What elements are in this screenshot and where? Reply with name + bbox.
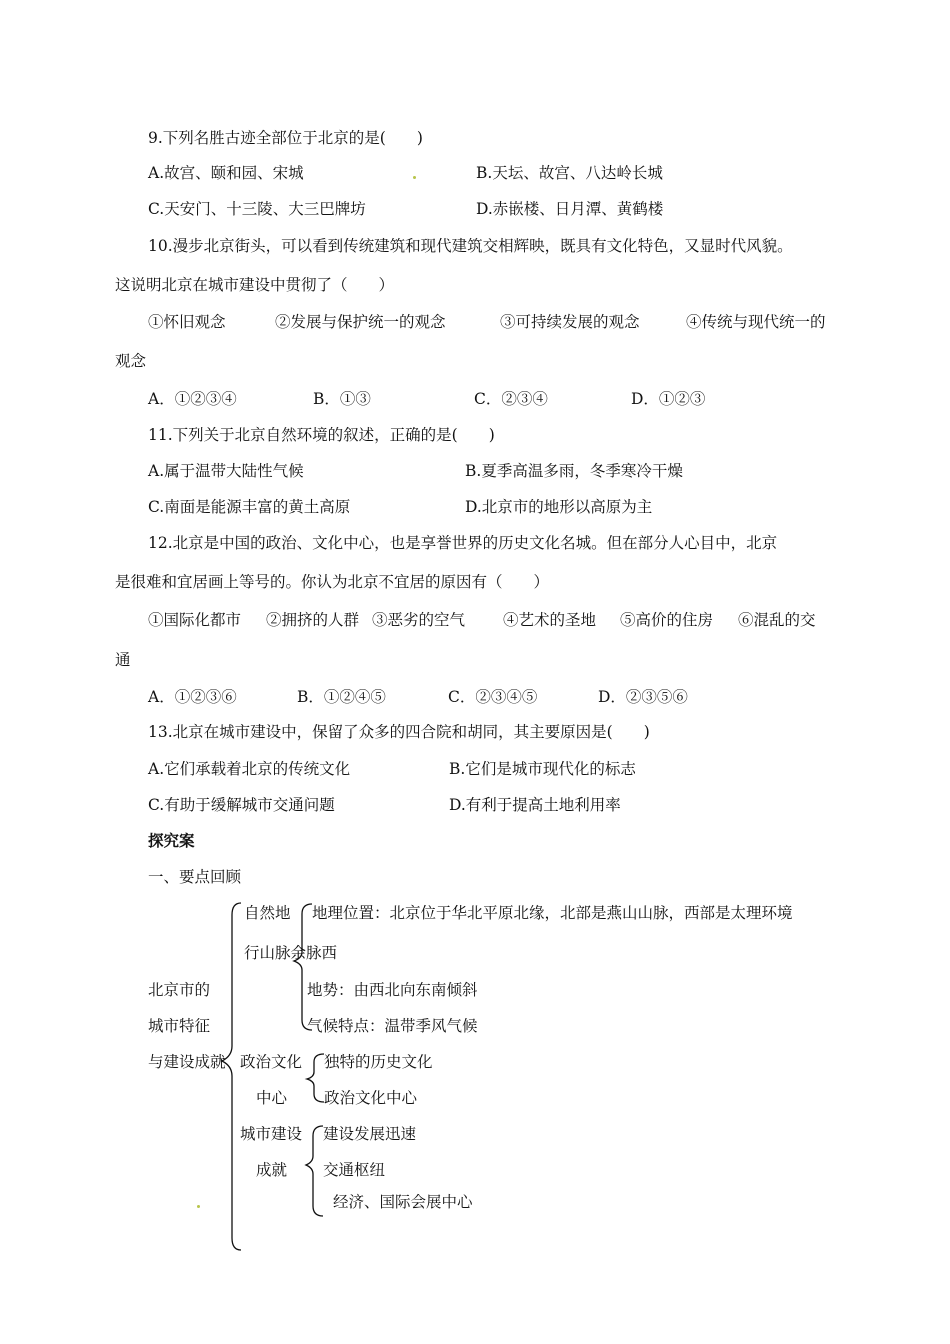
outline-political-item-1: 独特的历史文化 [324, 1053, 433, 1071]
question-10-option-c: C．②③④ [474, 390, 548, 408]
question-12-option-a: A．①②③⑥ [148, 688, 237, 706]
outline-construction-label-2: 成就 [256, 1161, 288, 1179]
question-11-option-d: D.北京市的地形以高原为主 [465, 498, 653, 516]
question-12-option-d: D．②③⑤⑥ [598, 688, 688, 706]
question-13-option-b: B.它们是城市现代化的标志 [449, 760, 636, 778]
question-10-item-4-continued: 观念 [115, 352, 147, 370]
question-13-option-a: A.它们承载着北京的传统文化 [148, 760, 351, 778]
question-11-option-a: A.属于温带大陆性气候 [148, 462, 304, 480]
question-10-item-4: ④传统与现代统一的 [686, 313, 826, 331]
outline-root-line-1: 北京市的 [148, 981, 211, 999]
outline-root-line-2: 城市特征 [148, 1017, 211, 1035]
question-10-option-a: A．①②③④ [148, 390, 237, 408]
outline-political-item-2: 政治文化中心 [324, 1089, 418, 1107]
question-12-item-6: ⑥混乱的交 [738, 611, 816, 629]
question-12-stem-continued: 是很难和宜居画上等号的。你认为北京不宜居的原因有（ ） [115, 573, 550, 591]
scan-speck [197, 1205, 200, 1208]
question-10-stem: 10.漫步北京街头，可以看到传统建筑和现代建筑交相辉映，既具有文化特色，又显时代风貌。 [148, 237, 793, 255]
question-10-item-2: ②发展与保护统一的观念 [275, 313, 446, 331]
natural-brace [294, 904, 312, 1030]
question-9-option-b: B.天坛、故宫、八达岭长城 [476, 164, 663, 182]
political-brace [307, 1054, 324, 1102]
question-10-option-b: B．①③ [313, 390, 371, 408]
question-9-option-c: C.天安门、十三陵、大三巴牌坊 [148, 200, 366, 218]
question-12-stem: 12.北京是中国的政治、文化中心，也是享誉世界的历史文化名城。但在部分人心目中，北京 [148, 534, 778, 552]
question-12-item-4: ④艺术的圣地 [503, 611, 597, 629]
outline-natural-item-terrain: 地势：由西北向东南倾斜 [307, 981, 478, 999]
outline-root-line-3: 与建设成就 [148, 1053, 226, 1071]
section-title: 探究案 [148, 831, 195, 850]
outline-natural-label-2: 行山脉余脉西 [244, 944, 338, 962]
scan-speck [413, 176, 416, 179]
outline-political-label-1: 政治文化 [240, 1053, 303, 1071]
question-10-item-3: ③可持续发展的观念 [500, 313, 640, 331]
question-13-option-d: D.有利于提高土地利用率 [449, 796, 621, 814]
question-12-item-3: ③恶劣的空气 [372, 611, 466, 629]
outline-natural-item-location: 地理位置：北京位于华北平原北缘，北部是燕山山脉，西部是太理环境 [312, 904, 793, 922]
question-10-option-d: D．①②③ [631, 390, 706, 408]
outline-political-label-2: 中心 [256, 1089, 288, 1107]
question-9-stem: 9.下列名胜古迹全部位于北京的是( ) [148, 129, 423, 147]
outline-construction-item-2: 交通枢纽 [323, 1161, 386, 1179]
question-12-item-6-continued: 通 [115, 651, 131, 669]
outline-natural-item-climate: 气候特点：温带季风气候 [307, 1017, 478, 1035]
outline-construction-label-1: 城市建设 [240, 1125, 303, 1143]
outline-construction-item-3: 经济、国际会展中心 [333, 1193, 473, 1211]
question-11-option-c: C.南面是能源丰富的黄土高原 [148, 498, 351, 516]
question-9-option-a: A.故宫、颐和园、宋城 [148, 164, 304, 182]
question-12-item-5: ⑤高价的住房 [620, 611, 714, 629]
question-13-option-c: C.有助于缓解城市交通问题 [148, 796, 335, 814]
construction-brace [306, 1126, 323, 1216]
outline-natural-label-1: 自然地 [244, 904, 291, 922]
root-brace [222, 903, 241, 1250]
question-13-stem: 13.北京在城市建设中，保留了众多的四合院和胡同，其主要原因是( ) [148, 723, 650, 741]
question-10-stem-continued: 这说明北京在城市建设中贯彻了（ ） [115, 276, 395, 294]
question-12-item-2: ②拥挤的人群 [266, 611, 360, 629]
question-12-option-b: B．①②④⑤ [297, 688, 386, 706]
question-12-item-1: ①国际化都市 [148, 611, 242, 629]
question-12-option-c: C．②③④⑤ [448, 688, 538, 706]
subsection-title: 一、要点回顾 [148, 868, 242, 886]
question-11-option-b: B.夏季高温多雨，冬季寒冷干燥 [465, 462, 683, 480]
outline-construction-item-1: 建设发展迅速 [323, 1125, 417, 1143]
question-10-item-1: ①怀旧观念 [148, 313, 226, 331]
question-11-stem: 11.下列关于北京自然环境的叙述，正确的是( ) [148, 426, 495, 444]
question-9-option-d: D.赤嵌楼、日月潭、黄鹤楼 [476, 200, 664, 218]
